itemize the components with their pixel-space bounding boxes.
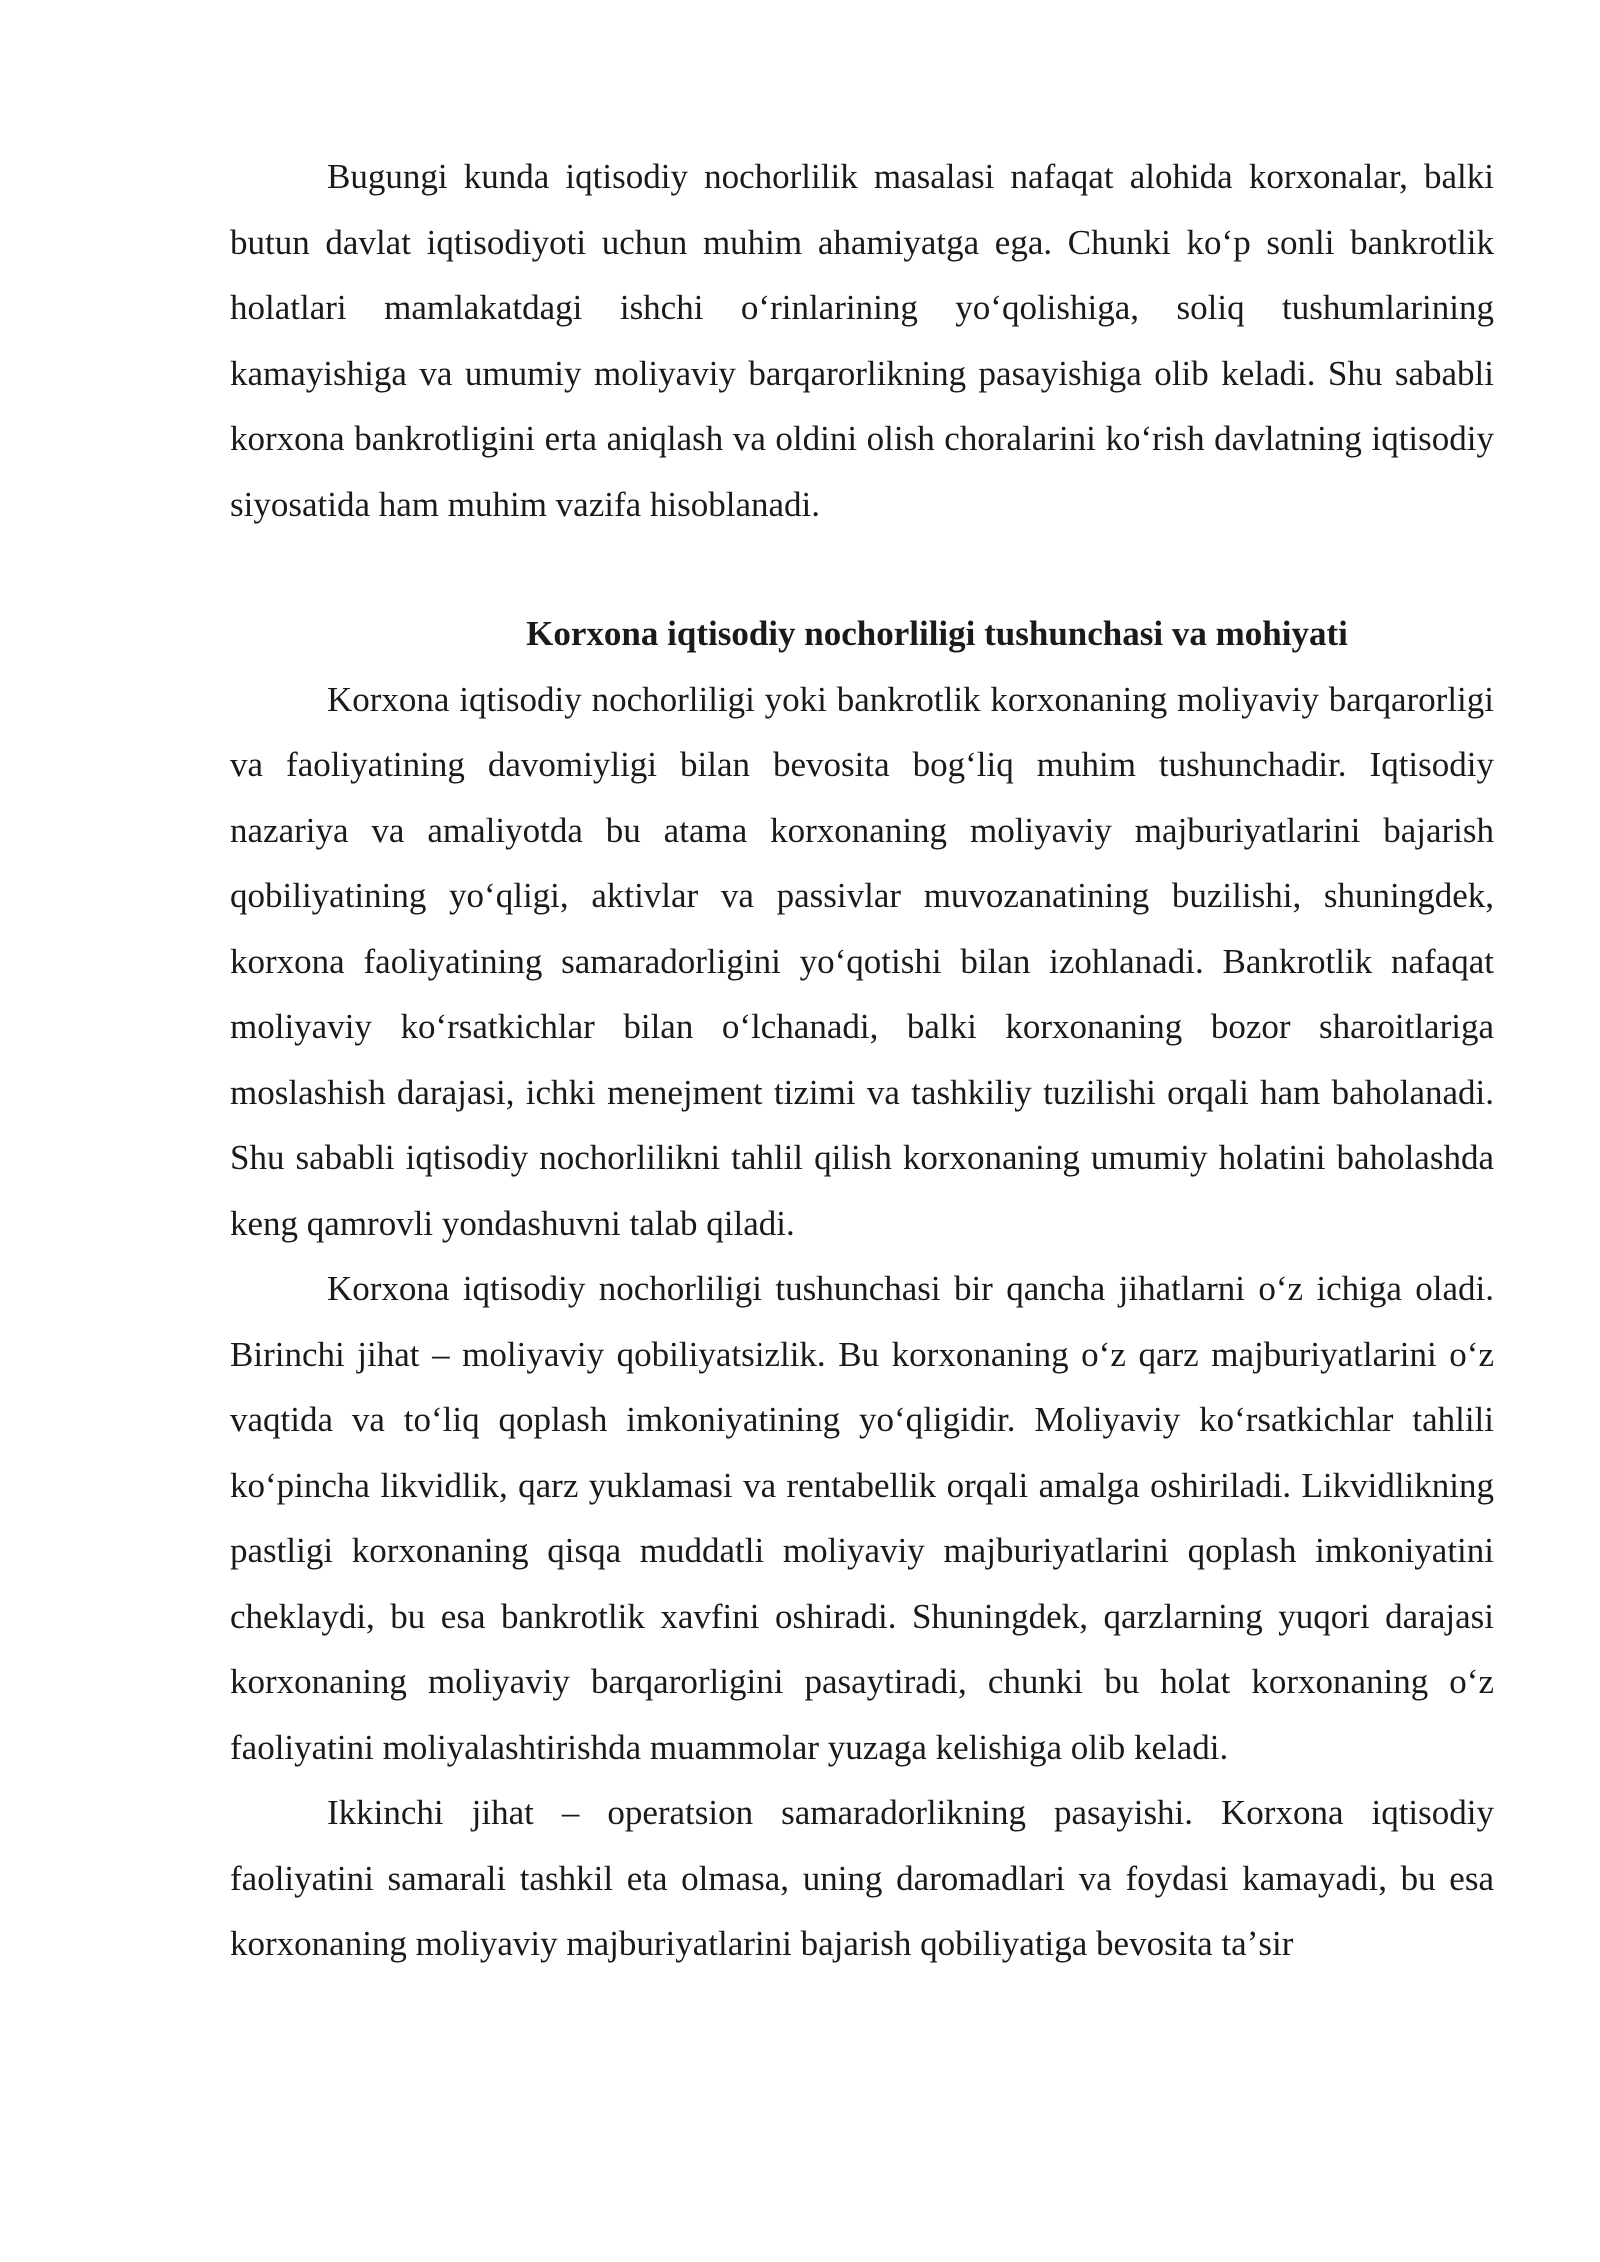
body-paragraph: Ikkinchi jihat – operatsion samaradorlikning pasayishi. Korxona iqtisodiy faoliyatini samarali tashkil eta olmasa, uning daromadlari va foydasi kamayadi, bu esa korxonaning moliyaviy majburiyatlarini bajarish qobiliyatiga bevosita taʼsir <box>230 1793 1494 1963</box>
body-paragraph: Korxona iqtisodiy nochorliligi yoki bankrotlik korxonaning moliyaviy barqarorligi va faoliyatining davomiyligi bilan bevosita bogʻliq muhim tushunchadir. Iqtisodiy nazariya va amaliyotda bu atama korxonaning moliyaviy majburiyatlarini bajarish qobiliyatining yoʻqligi, aktivlar va passivlar muvozanatining buzilishi, shuningdek, korxona faoliyatining samaradorligini yoʻqotishi bilan izohlanadi. Bankrotlik nafaqat moliyaviy koʻrsatkichlar bilan oʻlchanadi, balki korxonaning bozor sharoitlariga moslashish darajasi, ichki menejment tizimi va tashkiliy tuzilishi orqali ham baholanadi. Shu sababli iqtisodiy nochorlilikni tahlil qilish korxonaning umumiy holatini baholashda keng qamrovli yondashuvni talab qiladi. <box>230 679 1494 1243</box>
section-heading: Korxona iqtisodiy nochorliligi tushunchasi va mohiyati <box>526 614 1348 653</box>
section-spacer <box>230 537 1494 601</box>
document-page <box>230 144 1494 1977</box>
body-paragraph: Korxona iqtisodiy nochorliligi tushunchasi bir qancha jihatlarni oʻz ichiga oladi. Birinchi jihat – moliyaviy qobiliyatsizlik. Bu korxonaning oʻz qarz majburiyatlarini oʻz vaqtida va toʻliq qoplash imkoniyatining yoʻqligidir. Moliyaviy koʻrsatkichlar tahlili koʻpincha likvidlik, qarz yuklamasi va rentabellik orqali amalga oshiriladi. Likvidlikning pastligi korxonaning qisqa muddatli moliyaviy majburiyatlarini qoplash imkoniyatini cheklaydi, bu esa bankrotlik xavfini oshiradi. Shuningdek, qarzlarning yuqori darajasi korxonaning moliyaviy barqarorligini pasaytiradi, chunki bu holat korxonaning oʻz faoliyatini moliyalashtirishda muammolar yuzaga kelishiga olib keladi. <box>230 1269 1494 1767</box>
intro-paragraph: Bugungi kunda iqtisodiy nochorlilik masalasi nafaqat alohida korxonalar, balki butun davlat iqtisodiyoti uchun muhim ahamiyatga ega. Chunki koʻp sonli bankrotlik holatlari mamlakatdagi ishchi oʻrinlarining yoʻqolishiga, soliq tushumlarining kamayishiga va umumiy moliyaviy barqarorlikning pasayishiga olib keladi. Shu sababli korxona bankrotligini erta aniqlash va oldini olish choralarini koʻrish davlatning iqtisodiy siyosatida ham muhim vazifa hisoblanadi. <box>230 157 1494 524</box>
